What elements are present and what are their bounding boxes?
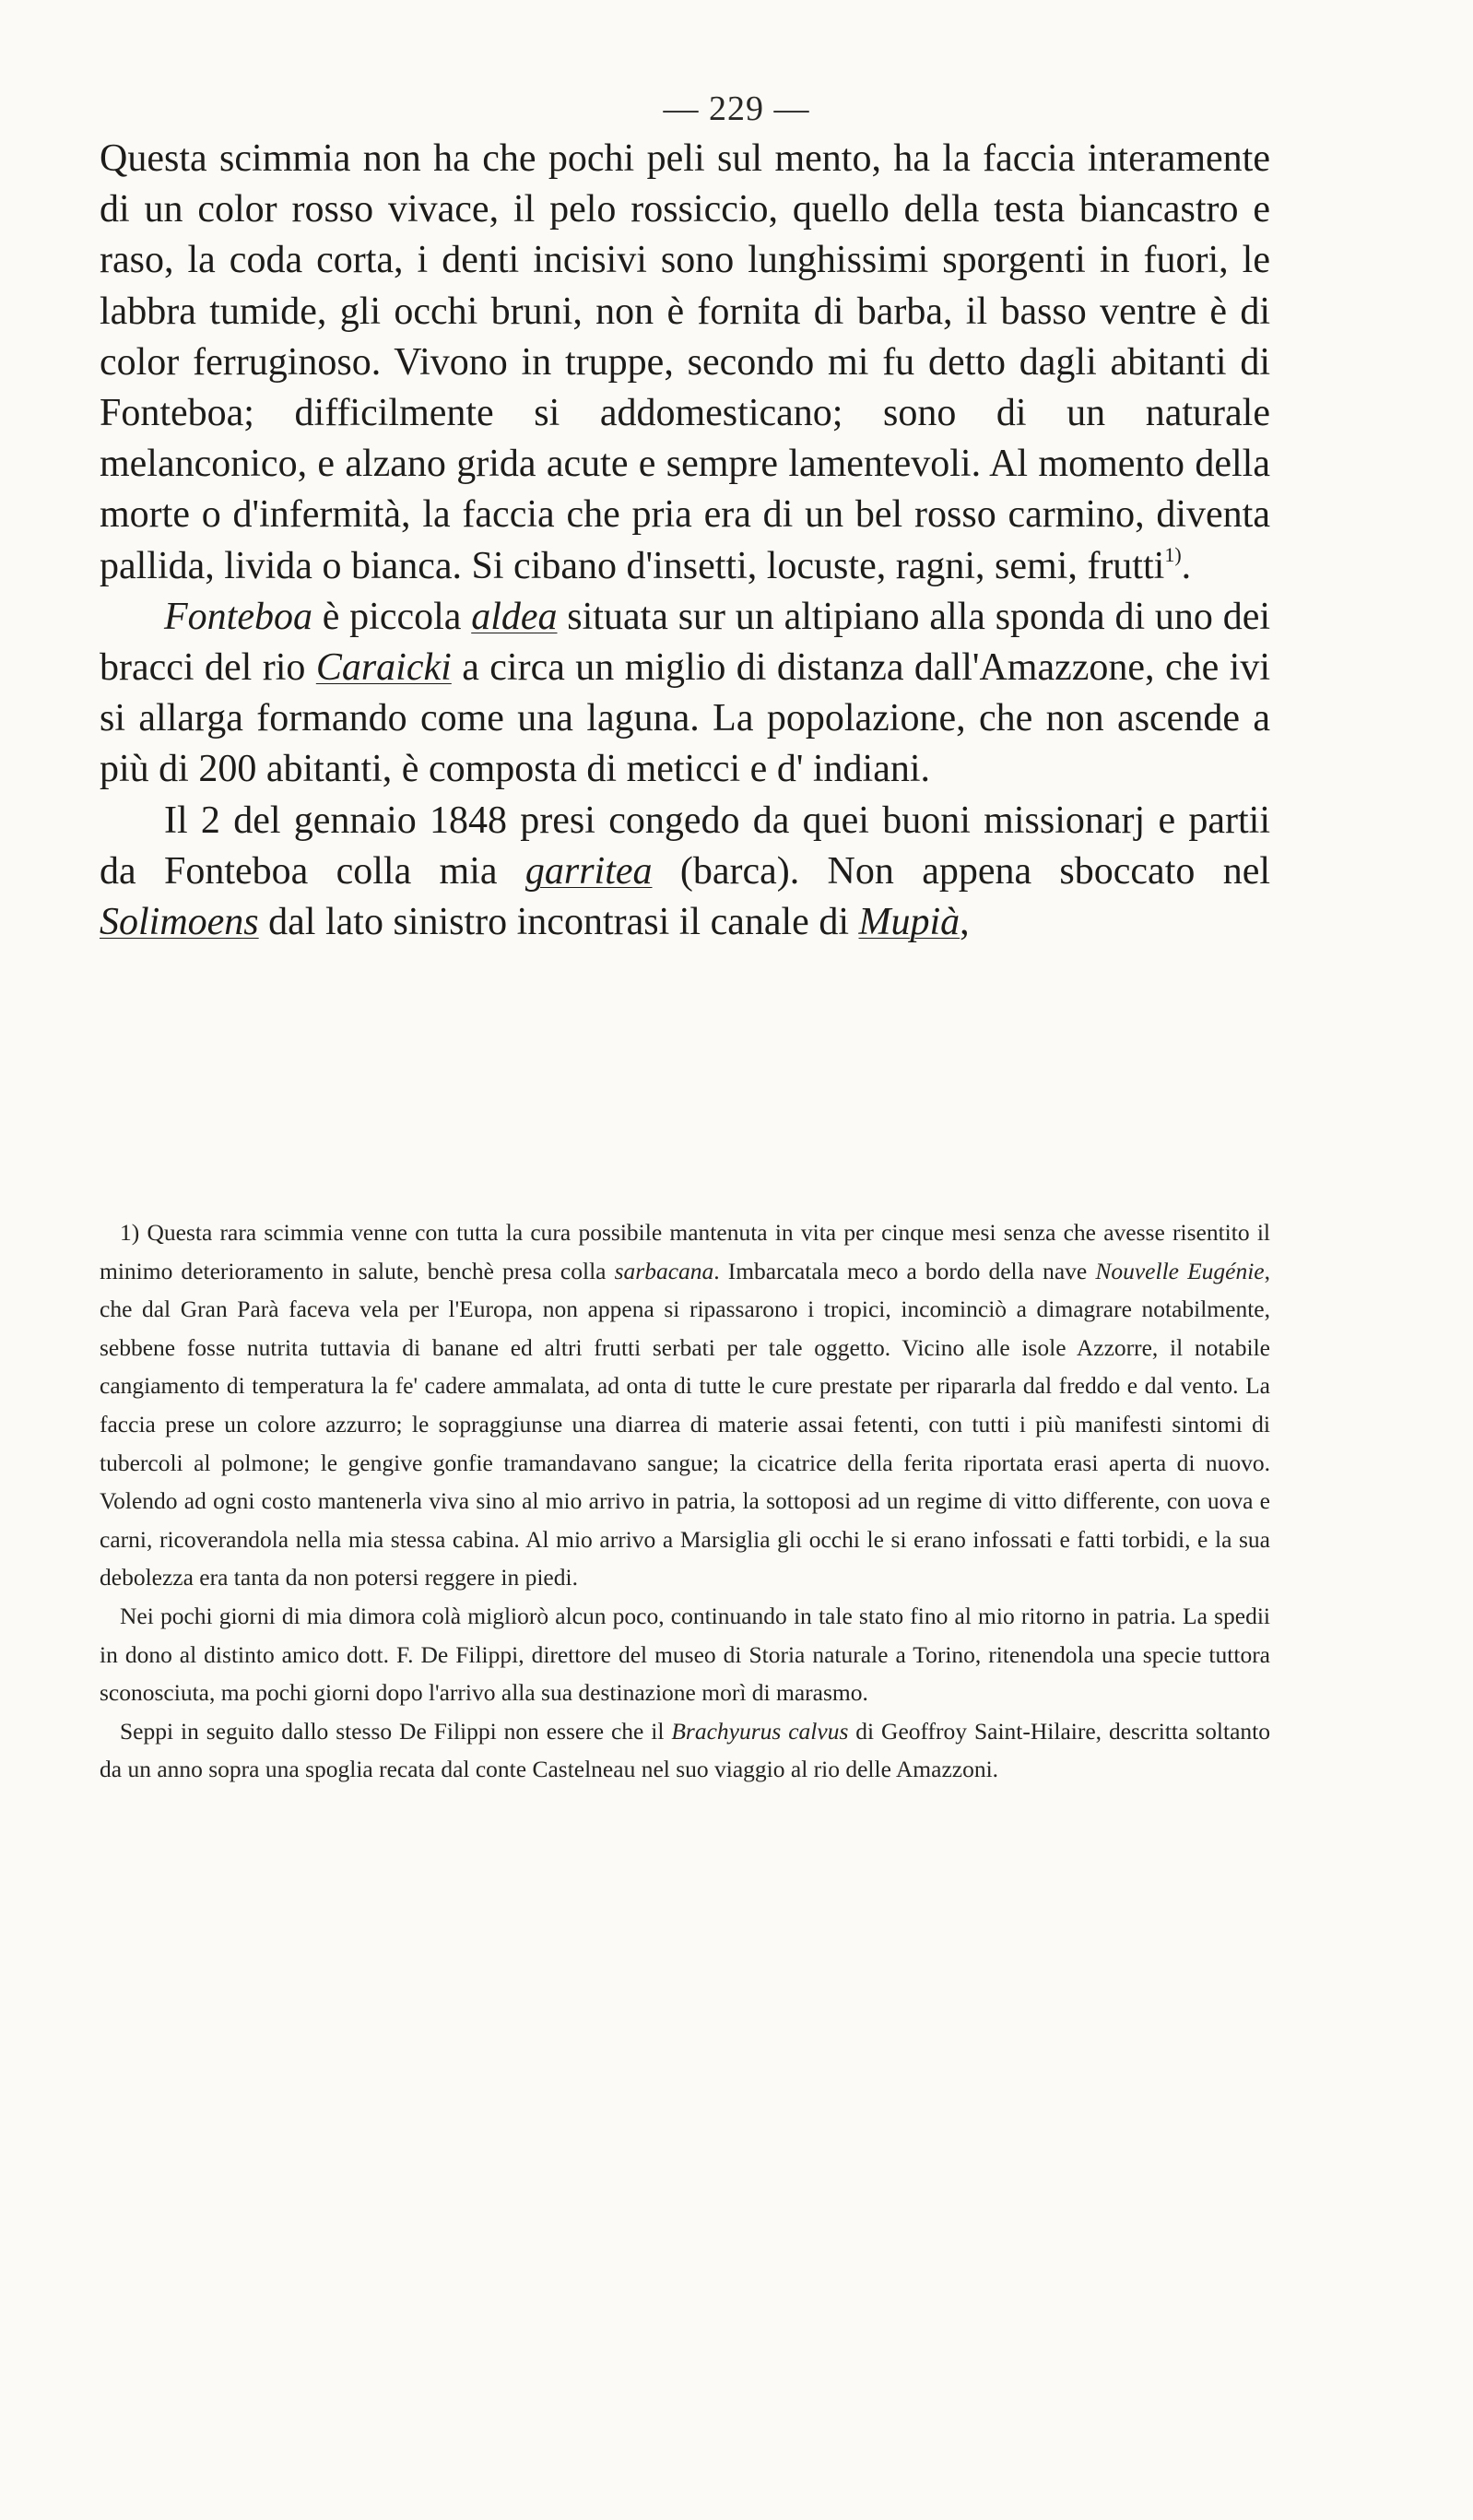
- footnote-paragraph-3: [100, 1712, 1270, 1789]
- text-run: (barca). Non appena sboccato nel: [652, 849, 1271, 893]
- footnotes: [100, 1213, 1270, 1789]
- canal-name-mupia: Mupià: [858, 901, 960, 944]
- text-run: . Imbarcatala meco a bordo della nave: [713, 1257, 1096, 1284]
- text-run: ,: [960, 901, 970, 944]
- species-name: Brachyurus calvus: [671, 1717, 849, 1745]
- term-garritea: garritea: [524, 849, 653, 893]
- term-sarbacana: sarbacana: [614, 1257, 714, 1284]
- page-number: — 229 —: [663, 89, 810, 128]
- footnote-1: [100, 1213, 1270, 1597]
- main-text: [100, 134, 1270, 948]
- text-run: 1) Questa rara scimmia venne con tutta la cura possibile mantenuta in vita per cinque mesi senza che avesse risentito il minimo deterioramento in salute, benchè presa colla: [100, 1219, 1270, 1284]
- text-run: dal lato sinistro incontrasi il canale di: [258, 901, 859, 944]
- text-run: è piccola: [312, 595, 472, 638]
- paragraph-departure: [100, 796, 1270, 949]
- footnote-paragraph-2: Nei pochi giorni di mia dimora colà migliorò alcun poco, continuando in tale stato fino al mio ritorno in patria. La spedii in dono al distinto amico dott. F. De Filippi, direttore del museo di Storia naturale a Torino, ritenendola una specie tuttora sconosciuta, ma pochi giorni dopo l'arrivo alla sua destinazione morì di marasmo.: [100, 1602, 1270, 1707]
- text-run: , che dal Gran Parà faceva vela per l'Europa, non appena si ripassarono i tropici, incominciò a dimagrare notabilmente, sebbene fosse nutrita tuttavia di banane ed altri frutti serbati per tale oggetto. Vicino alle isole Azzorre, il notabile cangiamento di temperatura la fe' cadere ammalata, ad onta di tutte le cure prestate per ripararla dal freddo e dal vento. La faccia prese un colore azzurro; le sopraggiunse una diarrea di materie assai fetenti, con tutti i più manifesti sintomi di tubercoli al polmone; le gengive gonfie tramandavano sangue; la cicatrice della ferita riportata erasi aperta di nuovo. Volendo ad ogni costo mantenerla viva sino al mio arrivo in patria, la sottoposi ad un regime di vitto differente, con uova e carni, ricoverandola nella mia stessa cabina. Al mio arrivo a Marsiglia gli occhi le si erano infossati e fatti torbidi, e la sua debolezza era tanta da non potersi reggere in piedi.: [100, 1257, 1270, 1591]
- term-aldea: aldea: [471, 595, 558, 638]
- paragraph-monkey-description: Questa scimmia non ha che pochi peli sul mento, ha la faccia interamente di un color rosso vivace, il pelo rossiccio, quello della testa biancastro e raso, la coda corta, i denti incisivi sono lunghissimi sporgenti in fuori, le labbra tumide, gli occhi bruni, non è fornita di barba, il basso ventre è di color ferruginoso. Vivono in truppe, secondo mi fu detto dagli abitanti di Fonteboa; difficilmente si addomesticano; sono di un naturale melanconico, e alzano grida acute e sempre lamentevoli. Al momento della morte o d'infermità, la faccia che pria era di un bel rosso carmino, diventa pallida, livida o bianca. Si cibano d'insetti, locuste, ragni, semi, frutti$^{1)}$.: [100, 137, 1270, 587]
- river-name-caraicki: Caraicki: [315, 646, 452, 690]
- text-run: di Geoffroy Saint-Hilaire, descritta soltanto da un anno sopra una spoglia recata dal conte Castelneau nel suo viaggio al rio delle Amazzoni.: [100, 1717, 1270, 1783]
- text-run: a circa un miglio di distanza dall'Amazzone, che ivi si allarga formando come una laguna. La popolazione, che non ascende a più di 200 abitanti, è composta di meticci e d' indiani.: [100, 646, 1270, 791]
- place-name-fonteboa: Fonteboa: [164, 595, 312, 638]
- text-run: Seppi in seguito dallo stesso De Filippi non essere che il: [120, 1717, 672, 1745]
- text-run: situata sur un altipiano alla sponda di uno dei bracci del rio: [100, 595, 1270, 690]
- text-run: Il 2 del gennaio 1848 presi congedo da quei buoni missionarj e partii da Fonteboa colla mia: [100, 799, 1270, 893]
- ship-name: Nouvelle Eugénie: [1095, 1257, 1265, 1284]
- footnote-reference[interactable]: 1): [1164, 542, 1182, 566]
- paragraph-fonteboa: [100, 592, 1270, 796]
- river-name-solimoens: Solimoens: [100, 901, 259, 944]
- paragraph-text: Questa scimmia non ha che pochi peli sul mento, ha la faccia interamente di un color rosso vivace, il pelo rossiccio, quello della testa biancastro e raso, la coda corta, i denti incisivi sono lunghissimi sporgenti in fuori, le labbra tumide, gli occhi bruni, non è fornita di barba, il basso ventre è di color ferruginoso. Vivono in truppe, secondo mi fu detto dagli abitanti di Fonteboa; difficilmente si addomesticano; sono di un naturale melanconico, e alzano grida acute e sempre lamentevoli. Al momento della morte o d'infermità, la faccia che pria era di un bel rosso carmino, diventa pallida, livida o bianca. Si cibano d'insetti, locuste, ragni, semi, frutti: [100, 137, 1270, 587]
